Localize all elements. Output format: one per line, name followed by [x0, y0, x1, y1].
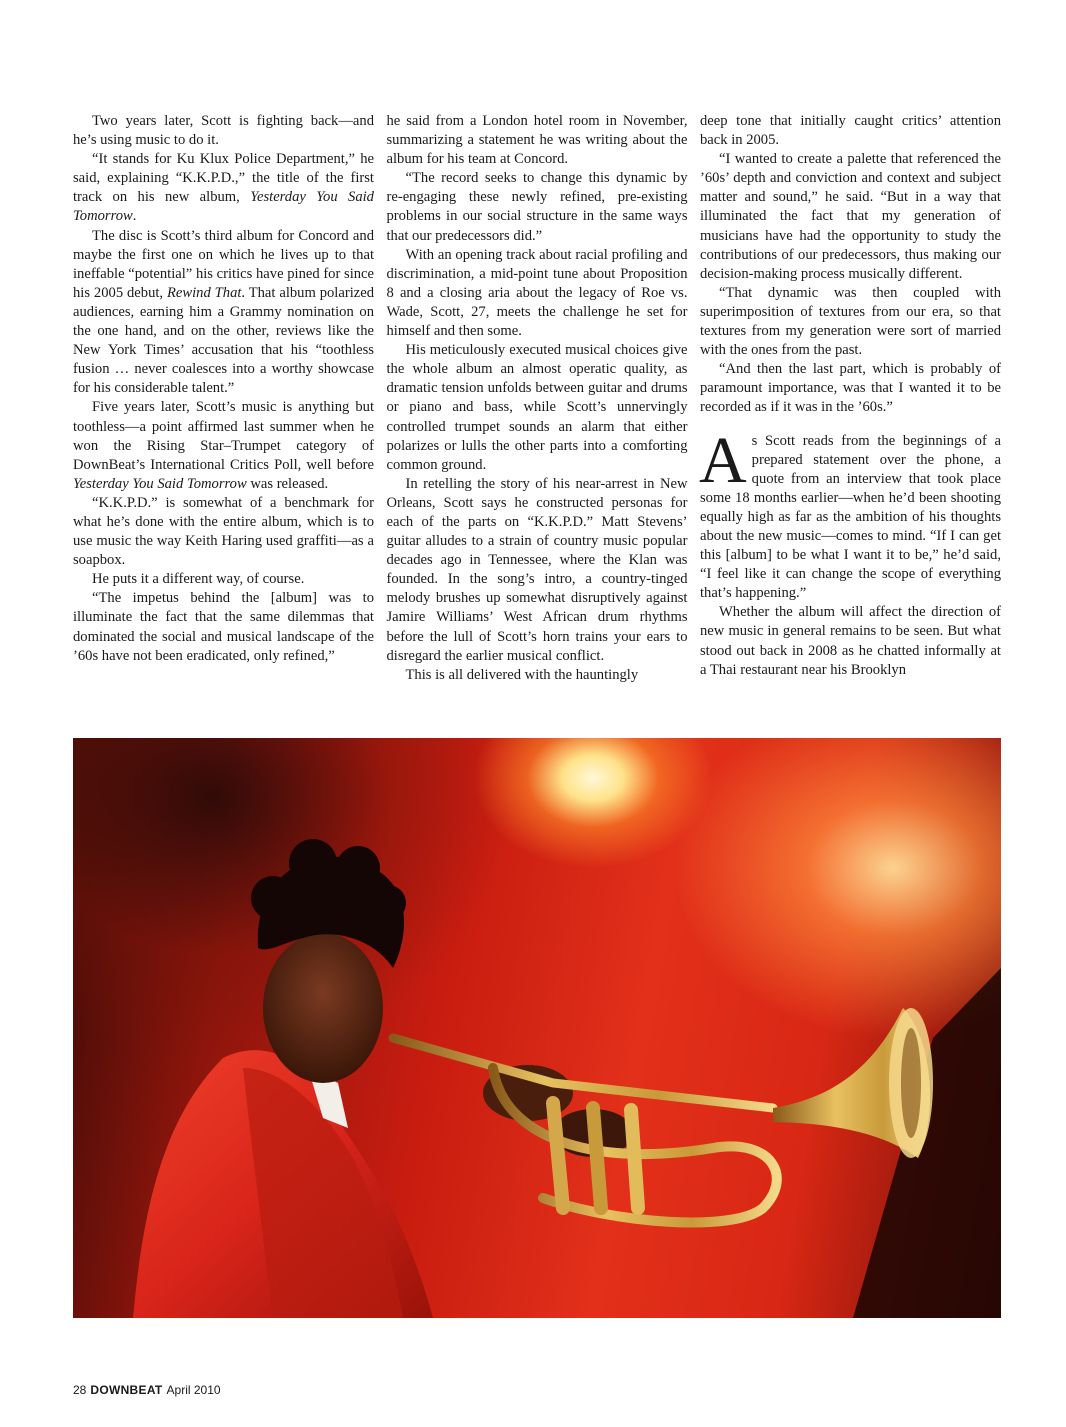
paragraph: His meticulously executed musical choices give the whole album an almost operatic quality, as dramatic tension unfolds between guitar and drums or piano and bass, while Scott’s unnervingly controlled trumpet sounds an alarm that either polarizes or lulls the other parts into a comforting common ground. [386, 342, 688, 473]
paragraph: “K.K.P.D.” is somewhat of a benchmark for what he’s done with the entire album, which is to use music the way Keith Haring used graffiti—as a soapbox. [73, 494, 374, 569]
paragraph: he said from a London hotel room in November, summarizing a statement he was writing about the album for his team at Concord. [386, 113, 688, 168]
photo-illustration [73, 738, 1001, 1318]
paragraph: He puts it a different way, of course. [92, 571, 305, 588]
album-title: Yesterday You Said Tomorrow [73, 189, 374, 225]
paragraph: “The record seeks to change this dynamic by re-engaging these newly refined, pre-existing problems in our social structure in the same ways that our predecessors did.” [386, 170, 688, 244]
article-column-1 [73, 112, 374, 712]
paragraph: This is all delivered with the hauntingly [405, 666, 639, 683]
album-title: Yesterday You Said Tomorrow [73, 475, 247, 492]
paragraph: Five years later, Scott’s music is anything but toothless—a point affirmed last summer when he won the Rising Star–Trumpet category of DownBeat’s International Critics Poll, well before Yesterday You Said Tomorrow was released. [73, 399, 374, 492]
article-column-3 [700, 112, 1001, 712]
paragraph: Whether the album will affect the direction of new music in general remains to be seen. But what stood out back in 2008 as he chatted informally at a Thai restaurant near his Brooklyn [700, 604, 1001, 678]
paragraph: “The impetus behind the [album] was to illuminate the fact that the same dilemmas that dominated the social and musical landscape of the ’60s have not been eradicated, only refined,” [73, 590, 374, 664]
paragraph: “It stands for Ku Klux Police Department,” he said, explaining “K.K.P.D.,” the title of the first track on his new album, Yesterday You Said Tomorrow. [73, 151, 374, 225]
paragraph: In retelling the story of his near-arrest in New Orleans, Scott says he constructed personas for each of the parts on “K.K.P.D.” Matt Stevens’ guitar alludes to a strain of country music popular decades ago in Tennessee, where the Klan was founded. In the song’s intro, a country-tinged melody brushes up somewhat disruptively against Jamire Williams’ West African drum rhythms before the lull of Scott’s horn trains your ears to disregard the earlier musical conflict. [386, 475, 688, 664]
page-number: 28 [73, 1383, 87, 1397]
paragraph: “And then the last part, which is probably of paramount importance, was that I wanted it to be recorded as if it was in the ’60s.” [700, 361, 1001, 416]
trumpeter-photo [73, 738, 1001, 1318]
paragraph: Two years later, Scott is fighting back—and he’s using music to do it. [73, 113, 374, 149]
article-column-2 [387, 112, 688, 712]
article-body [73, 112, 1001, 712]
paragraph: “That dynamic was then coupled with superimposition of textures from our era, so that textures from my generation were sort of married with the ones from the past. [700, 284, 1001, 359]
paragraph-with-drop-cap: As Scott reads from the beginnings of a prepared statement over the phone, a quote from an interview that took place some 18 months earlier—when he’d been shooting equally high as far as the ambition of his thoughts about the new music—comes to mind. “If I can get this [album] to be what I want it to be,” he’d said, “I feel like it can change the scope of everything that’s happening.” [699, 423, 1001, 602]
paragraph: “I wanted to create a palette that referenced the ’60s’ depth and conviction and context and subject matter and sound,” he said. “But in a way that illuminated the fact that my generation of musicians have had the opportunity to study the contributions of our predecessors, thus making our decision-making process musically different. [700, 151, 1001, 282]
magazine-name: DOWNBEAT [90, 1383, 163, 1397]
paragraph: With an opening track about racial profiling and discrimination, a mid-point tune about Proposition 8 and a closing aria about the legacy of Roe vs. Wade, Scott, 27, meets the challenge he set for himself and then some. [386, 246, 688, 340]
album-title: Rewind That [166, 284, 242, 301]
drop-cap: A [699, 423, 747, 497]
page-footer [73, 1383, 221, 1399]
paragraph: The disc is Scott’s third album for Concord and maybe the first one on which he lives up to that ineffable “potential” his critics have pined for since his 2005 debut, Rewind That. That album polarized audiences, earning him a Grammy nomination on the one hand, and on the other, reviews like the New York Times’ accusation that his “toothless fusion … never coalesces into a worthy showcase for his considerable talent.” [73, 227, 375, 397]
issue-date: April 2010 [166, 1383, 221, 1397]
paragraph: deep tone that initially caught critics’ attention back in 2005. [700, 113, 1001, 149]
